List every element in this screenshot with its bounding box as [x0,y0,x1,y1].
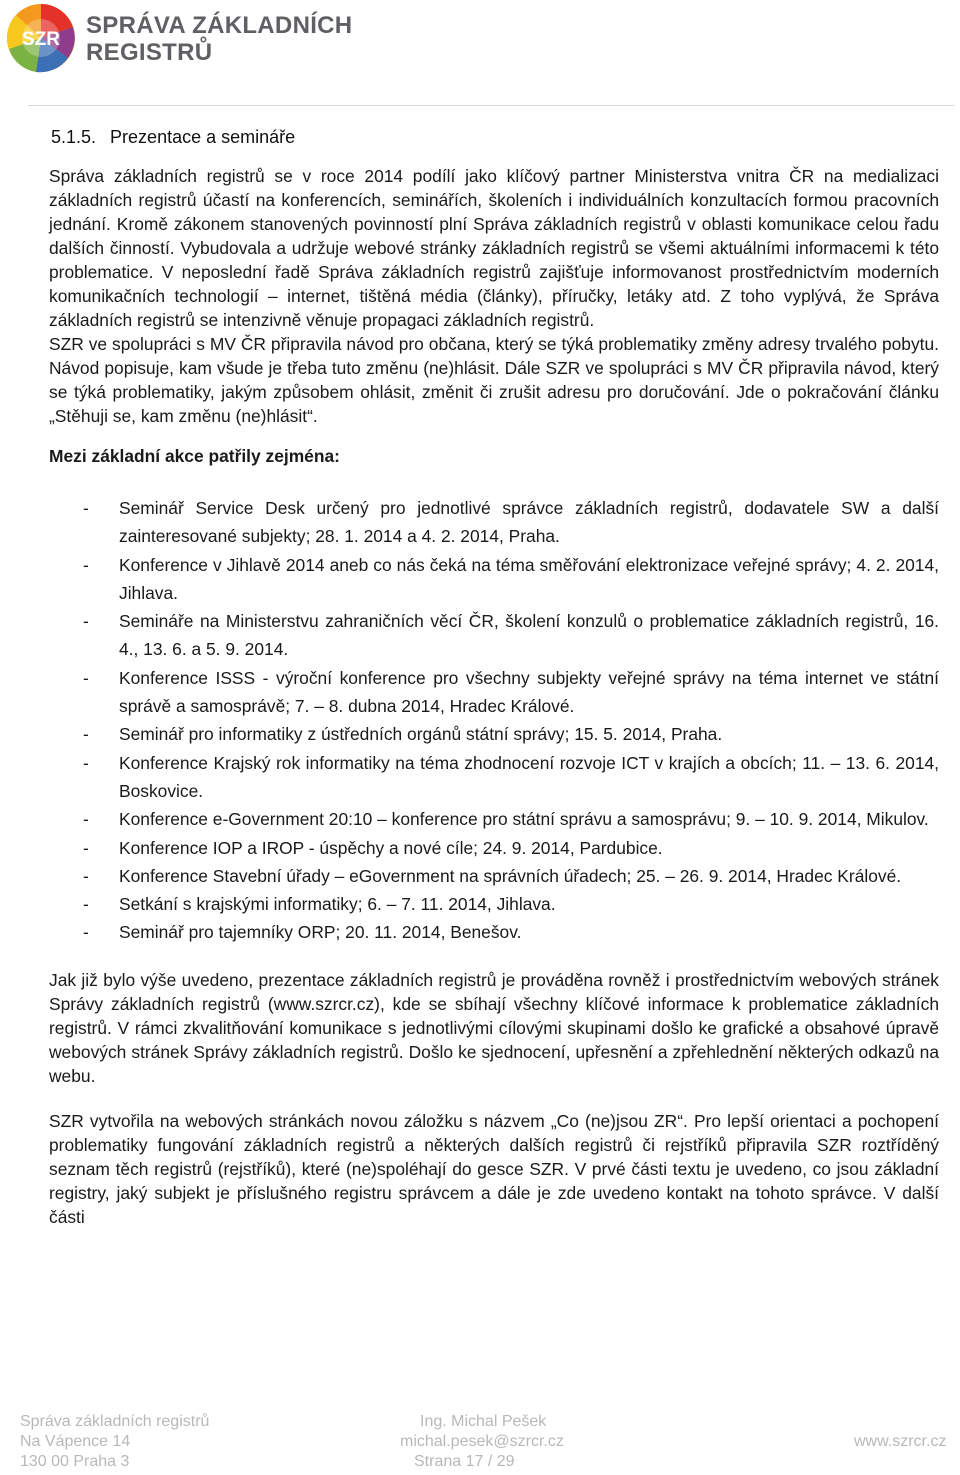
events-list [49,494,939,947]
footer-org: Správa základních registrů [20,1413,210,1430]
event-text: Konference IOP a IROP - úspěchy a nové cíle; 24. 9. 2014, Pardubice. [119,837,663,858]
paragraph-website: Jak již bylo výše uvedeno, prezentace základních registrů je prováděna rovněž i prostřednictvím webových stránek Správy základních registrů (www.szrcr.cz), kde se sbíhají všechny klíčové informace k problematice základních registrů. V rámci zkvalitňování komunikace s jednotlivými cílovými skupinami došlo ke grafické a obsahové úpravě webových stránek Správy základních registrů. Došlo ke sjednocení, upřesnění a zpřehlednění některých odkazů na webu. [49,969,939,1086]
footer-street: Na Vápence 14 [20,1433,131,1450]
organization-name-line1: SPRÁVA ZÁKLADNÍCH [86,12,353,39]
bullet-dash: - [83,809,89,830]
document-body [49,126,939,1229]
footer-address [20,1412,209,1472]
header-divider [28,105,954,106]
bullet-dash: - [83,498,89,518]
bullet-dash: - [83,611,89,632]
bullet-dash: - [83,922,89,943]
event-item [49,862,939,890]
event-text: Semináře na Ministerstvu zahraničních věcí ČR, školení konzulů o problematice základních registrů, 16. 4., 13. 6. a 5. 9. 2014. [119,611,939,660]
footer-email[interactable]: michal.pesek@szrcr.cz [400,1433,564,1450]
organization-name-line2: REGISTRŮ [86,39,213,66]
event-item [49,494,939,551]
section-number: 5.1.5. [51,127,97,147]
bullet-dash: - [83,724,89,745]
event-text: Konference v Jihlavě 2014 aneb co nás čeká na téma směřování elektronizace veřejné správy; 4. 2. 2014, Jihlava. [119,554,939,603]
footer-contact [400,1412,564,1472]
events-subheading: Mezi základní akce patřily zejména: [49,446,340,466]
bullet-dash: - [83,837,89,858]
section-title: Prezentace a semináře [110,127,296,147]
footer-web-link[interactable]: www.szrcr.cz [854,1433,947,1450]
event-item [49,890,939,918]
event-text: Seminář pro informatiky z ústředních orgánů státní správy; 15. 5. 2014, Praha. [119,724,723,745]
footer-city: 130 00 Praha 3 [20,1453,130,1470]
bullet-dash: - [83,894,89,915]
paragraph-new-tab: SZR vytvořila na webových stránkách novou záložku s názvem „Co (ne)jsou ZR“. Pro lepší orientaci a pochopení problematiky fungování základních registrů a některých dalších registrů či rejstříků připravila SZR roztříděný seznam těch registrů (rejstříků), které (ne)spoléhají do gesce SZR. V prvé části textu je uvedeno, co jsou základní registry, jaký subjekt je příslušného registru správcem a dále je zde uvedeno kontakt na tohoto správce. V další části [49,1110,939,1227]
logo-text: SZR [22,29,60,50]
section-heading [51,126,939,148]
event-text: Setkání s krajskými informatiky; 6. – 7. 11. 2014, Jihlava. [119,894,556,915]
event-item [49,607,939,664]
event-text: Seminář pro tajemníky ORP; 20. 11. 2014, Benešov. [119,922,522,943]
event-text: Konference Stavební úřady – eGovernment na správních úřadech; 25. – 26. 9. 2014, Hradec Králové. [119,865,902,886]
event-item [49,834,939,862]
organization-name [86,12,352,66]
event-item [49,664,939,721]
event-text: Konference ISSS - výroční konference pro všechny subjekty veřejné správy na téma internet ve státní správě a samosprávě; 7. – 8. dubna 2014, Hradec Králové. [119,667,939,717]
bullet-dash: - [83,554,89,575]
page-header [0,0,960,110]
page-footer [20,1412,960,1472]
szr-logo [6,3,76,73]
event-item [49,749,939,806]
paragraph-intro: Správa základních registrů se v roce 2014 podílí jako klíčový partner Ministerstva vnitra ČR na medializaci základních registrů účastí na konferencích, seminářích, školeních i individuálních konzultacích formou pracovních jednání. Kromě zákonem stanovených povinností plní Správa základních registrů v oblasti komunikace celou řadu dalších činností. Vybudovala a udržuje webové stránky základních registrů se všemi aktuálními informacemi k této problematice. V neposlední řadě Správa základních registrů zajišťuje informovanost prostřednictvím moderních komunikačních technologií – internet, tištěná média (články), příručky, letáky atd. Z toho vyplývá, že Správa základních registrů se intenzivně věnuje propagaci základních registrů. [49,166,939,330]
event-text: Konference Krajský rok informatiky na téma zhodnocení rozvoje ICT v krajích a obcích; 11. – 13. 6. 2014, Boskovice. [119,752,939,801]
bullet-dash: - [83,667,89,688]
event-text: Seminář Service Desk určený pro jednotlivé správce základních registrů, dodavatele SW a další zainteresované subjekty; 28. 1. 2014 a 4. 2. 2014, Praha. [119,498,939,547]
event-item [49,720,939,748]
footer-page-number: Strana 17 / 29 [414,1453,515,1470]
event-item [49,918,939,946]
event-item [49,805,939,833]
paragraph-moving-guide: SZR ve spolupráci s MV ČR připravila návod pro občana, který se týká problematiky změny adresy trvalého pobytu. Návod popisuje, kam všude je třeba tuto změnu (ne)hlásit. Dále SZR ve spolupráci s MV ČR připravila návod, který se týká problematiky, jakým způsobem ohlásit, změnit či zrušit adresu pro doručování. Jde o pokračování článku „Stěhuji se, kam změnu (ne)hlásit“. [49,334,939,426]
event-item [49,551,939,608]
bullet-dash: - [83,865,89,886]
event-text: Konference e-Government 20:10 – konference pro státní správu a samosprávu; 9. – 10. 9. 2014, Mikulov. [119,809,929,830]
footer-person: Ing. Michal Pešek [420,1413,547,1430]
bullet-dash: - [83,752,89,773]
